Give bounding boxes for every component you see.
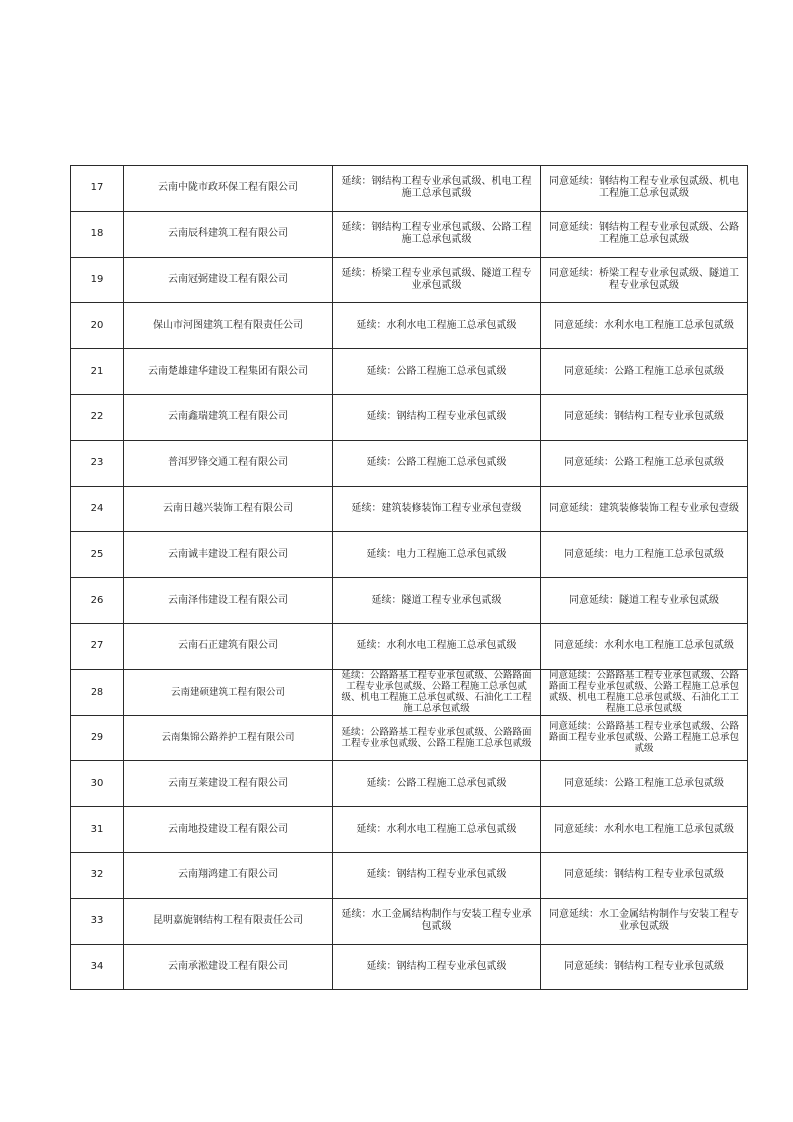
application-item: 延续：隧道工程专业承包贰级 [333, 578, 541, 624]
application-item: 延续：公路工程施工总承包贰级 [333, 761, 541, 807]
table-row [71, 715, 748, 761]
row-number: 32 [71, 852, 124, 898]
table-row [71, 898, 748, 944]
row-number: 17 [71, 166, 124, 212]
review-result: 同意延续：水利水电工程施工总承包贰级 [541, 807, 748, 853]
table-row [71, 211, 748, 257]
table-row [71, 257, 748, 303]
application-item: 延续：钢结构工程专业承包贰级 [333, 394, 541, 440]
company-name: 云南冠弼建设工程有限公司 [124, 257, 333, 303]
row-number: 21 [71, 349, 124, 395]
row-number: 33 [71, 898, 124, 944]
review-result: 同意延续：公路路基工程专业承包贰级、公路路面工程专业承包贰级、公路工程施工总承包贰级、机电工程施工总承包贰级、石油化工工程施工总承包贰级 [541, 669, 748, 715]
review-result: 同意延续：钢结构工程专业承包贰级、公路工程施工总承包贰级 [541, 211, 748, 257]
table-row [71, 852, 748, 898]
review-result: 同意延续：钢结构工程专业承包贰级 [541, 944, 748, 990]
table-row [71, 669, 748, 715]
company-name: 保山市河图建筑工程有限责任公司 [124, 303, 333, 349]
table-row [71, 761, 748, 807]
row-number: 23 [71, 440, 124, 486]
company-name: 云南日越兴装饰工程有限公司 [124, 486, 333, 532]
application-item: 延续：水利水电工程施工总承包贰级 [333, 807, 541, 853]
row-number: 27 [71, 623, 124, 669]
company-name: 云南石正建筑有限公司 [124, 623, 333, 669]
row-number: 22 [71, 394, 124, 440]
row-number: 18 [71, 211, 124, 257]
approval-table [70, 165, 748, 990]
table-row [71, 944, 748, 990]
application-item: 延续：水工金属结构制作与安装工程专业承包贰级 [333, 898, 541, 944]
review-result: 同意延续：水利水电工程施工总承包贰级 [541, 303, 748, 349]
row-number: 34 [71, 944, 124, 990]
row-number: 31 [71, 807, 124, 853]
application-item: 延续：公路路基工程专业承包贰级、公路路面工程专业承包贰级、公路工程施工总承包贰级 [333, 715, 541, 761]
company-name: 云南辰科建筑工程有限公司 [124, 211, 333, 257]
review-result: 同意延续：电力工程施工总承包贰级 [541, 532, 748, 578]
table-row [71, 349, 748, 395]
application-item: 延续：钢结构工程专业承包贰级、公路工程施工总承包贰级 [333, 211, 541, 257]
company-name: 云南集锦公路养护工程有限公司 [124, 715, 333, 761]
review-result: 同意延续：钢结构工程专业承包贰级 [541, 852, 748, 898]
company-name: 普洱罗锋交通工程有限公司 [124, 440, 333, 486]
review-result: 同意延续：建筑装修装饰工程专业承包壹级 [541, 486, 748, 532]
table-row [71, 623, 748, 669]
company-name: 昆明嘉旎钢结构工程有限责任公司 [124, 898, 333, 944]
table-row [71, 303, 748, 349]
company-name: 云南鑫瑞建筑工程有限公司 [124, 394, 333, 440]
row-number: 25 [71, 532, 124, 578]
table-row [71, 532, 748, 578]
row-number: 29 [71, 715, 124, 761]
company-name: 云南互莱建设工程有限公司 [124, 761, 333, 807]
company-name: 云南地投建设工程有限公司 [124, 807, 333, 853]
application-item: 延续：公路工程施工总承包贰级 [333, 440, 541, 486]
table-row [71, 166, 748, 212]
company-name: 云南诚丰建设工程有限公司 [124, 532, 333, 578]
review-result: 同意延续：水工金属结构制作与安装工程专业承包贰级 [541, 898, 748, 944]
review-result: 同意延续：钢结构工程专业承包贰级 [541, 394, 748, 440]
application-item: 延续：公路工程施工总承包贰级 [333, 349, 541, 395]
company-name: 云南中陇市政环保工程有限公司 [124, 166, 333, 212]
review-result: 同意延续：公路工程施工总承包贰级 [541, 440, 748, 486]
review-result: 同意延续：水利水电工程施工总承包贰级 [541, 623, 748, 669]
review-result: 同意延续：钢结构工程专业承包贰级、机电工程施工总承包贰级 [541, 166, 748, 212]
review-result: 同意延续：桥梁工程专业承包贰级、隧道工程专业承包贰级 [541, 257, 748, 303]
row-number: 26 [71, 578, 124, 624]
company-name: 云南楚雄建华建设工程集团有限公司 [124, 349, 333, 395]
application-item: 延续：钢结构工程专业承包贰级 [333, 852, 541, 898]
row-number: 30 [71, 761, 124, 807]
row-number: 24 [71, 486, 124, 532]
application-item: 延续：水利水电工程施工总承包贰级 [333, 303, 541, 349]
review-result: 同意延续：公路工程施工总承包贰级 [541, 349, 748, 395]
table-row [71, 807, 748, 853]
company-name: 云南泽伟建设工程有限公司 [124, 578, 333, 624]
application-item: 延续：电力工程施工总承包贰级 [333, 532, 541, 578]
application-item: 延续：钢结构工程专业承包贰级、机电工程施工总承包贰级 [333, 166, 541, 212]
table-row [71, 486, 748, 532]
company-name: 云南建硕建筑工程有限公司 [124, 669, 333, 715]
row-number: 20 [71, 303, 124, 349]
table-row [71, 578, 748, 624]
company-name: 云南承淞建设工程有限公司 [124, 944, 333, 990]
application-item: 延续：水利水电工程施工总承包贰级 [333, 623, 541, 669]
review-result: 同意延续：公路工程施工总承包贰级 [541, 761, 748, 807]
application-item: 延续：桥梁工程专业承包贰级、隧道工程专业承包贰级 [333, 257, 541, 303]
application-item: 延续：钢结构工程专业承包贰级 [333, 944, 541, 990]
company-name: 云南翔鸿建工有限公司 [124, 852, 333, 898]
application-item: 延续：公路路基工程专业承包贰级、公路路面工程专业承包贰级、公路工程施工总承包贰级、机电工程施工总承包贰级、石油化工工程施工总承包贰级 [333, 669, 541, 715]
review-result: 同意延续：公路路基工程专业承包贰级、公路路面工程专业承包贰级、公路工程施工总承包贰级 [541, 715, 748, 761]
table-row [71, 440, 748, 486]
review-result: 同意延续：隧道工程专业承包贰级 [541, 578, 748, 624]
table-row [71, 394, 748, 440]
row-number: 28 [71, 669, 124, 715]
application-item: 延续：建筑装修装饰工程专业承包壹级 [333, 486, 541, 532]
row-number: 19 [71, 257, 124, 303]
